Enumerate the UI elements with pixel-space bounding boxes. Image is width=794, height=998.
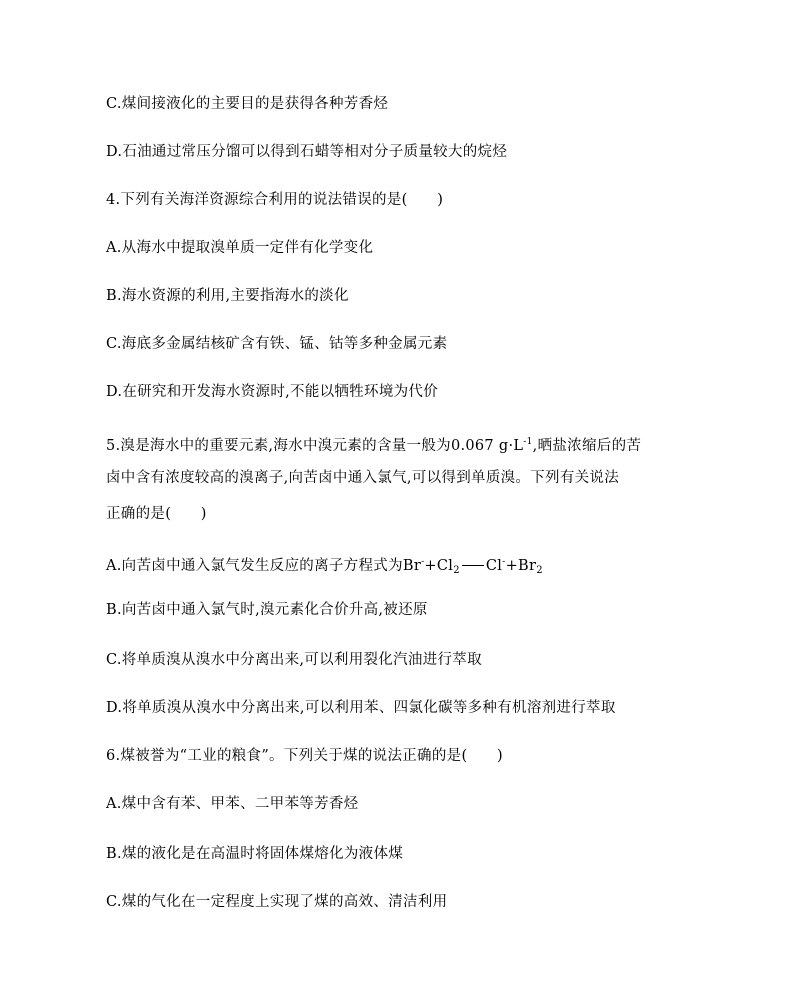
option-4d: D.在研究和开发海水资源时,不能以牺牲环境为代价 [106,384,439,400]
question-5-line-1 [106,432,696,456]
option-5b: B.向苦卤中通入氯气时,溴元素化合价升高,被还原 [106,602,428,618]
question-6: 6.煤被誉为“工业的粮食”。下列关于煤的说法正确的是( ) [106,748,503,764]
q5a-cl2: +Cl [424,558,454,574]
option-3d: D.石油通过常压分馏可以得到石蜡等相对分子质量较大的烷烃 [106,144,508,160]
option-4c: C.海底多金属结核矿含有铁、锰、钴等多种金属元素 [106,336,448,352]
question-5-line-3: 正确的是( ) [106,506,207,522]
q5a-text: A.向苦卤中通入氯气发生反应的离子方程式为Br [106,558,422,574]
option-6b: B.煤的液化是在高温时将固体煤熔化为液体煤 [106,846,404,862]
q5a-charge-2: - [502,557,506,567]
q5-line1-text: 5.溴是海水中的重要元素,海水中溴元素的含量一般为0.067 g·L [106,438,524,454]
q5a-subscript-1: 2 [453,565,460,576]
reaction-arrow-line [462,565,484,566]
option-5c: C.将单质溴从溴水中分离出来,可以利用裂化汽油进行萃取 [106,652,482,668]
option-4a: A.从海水中提取溴单质一定伴有化学变化 [106,240,374,256]
option-5d: D.将单质溴从溴水中分离出来,可以利用苯、四氯化碳等多种有机溶剂进行萃取 [106,700,616,716]
option-3c: C.煤间接液化的主要目的是获得各种芳香烃 [106,96,389,112]
q5a-subscript-2: 2 [536,565,543,576]
option-6a: A.煤中含有苯、甲苯、二甲苯等芳香烃 [106,796,359,812]
option-6c: C.煤的气化在一定程度上实现了煤的高效、清洁利用 [106,894,448,910]
q5a-charge-1: - [421,557,425,567]
q5a-br2: +Br [505,558,537,574]
question-5-line-2: 卤中含有浓度较高的溴离子,向苦卤中通入氯气,可以得到单质溴。下列有关说法 [106,470,620,486]
q5-line1-tail: ,晒盐浓缩后的苦 [532,438,642,454]
question-4: 4.下列有关海洋资源综合利用的说法错误的是( ) [106,192,444,208]
option-5a [106,552,696,581]
q5-unit-exponent: -1 [523,437,533,447]
q5a-cl: Cl [485,558,503,574]
option-4b: B.海水资源的利用,主要指海水的淡化 [106,288,349,304]
